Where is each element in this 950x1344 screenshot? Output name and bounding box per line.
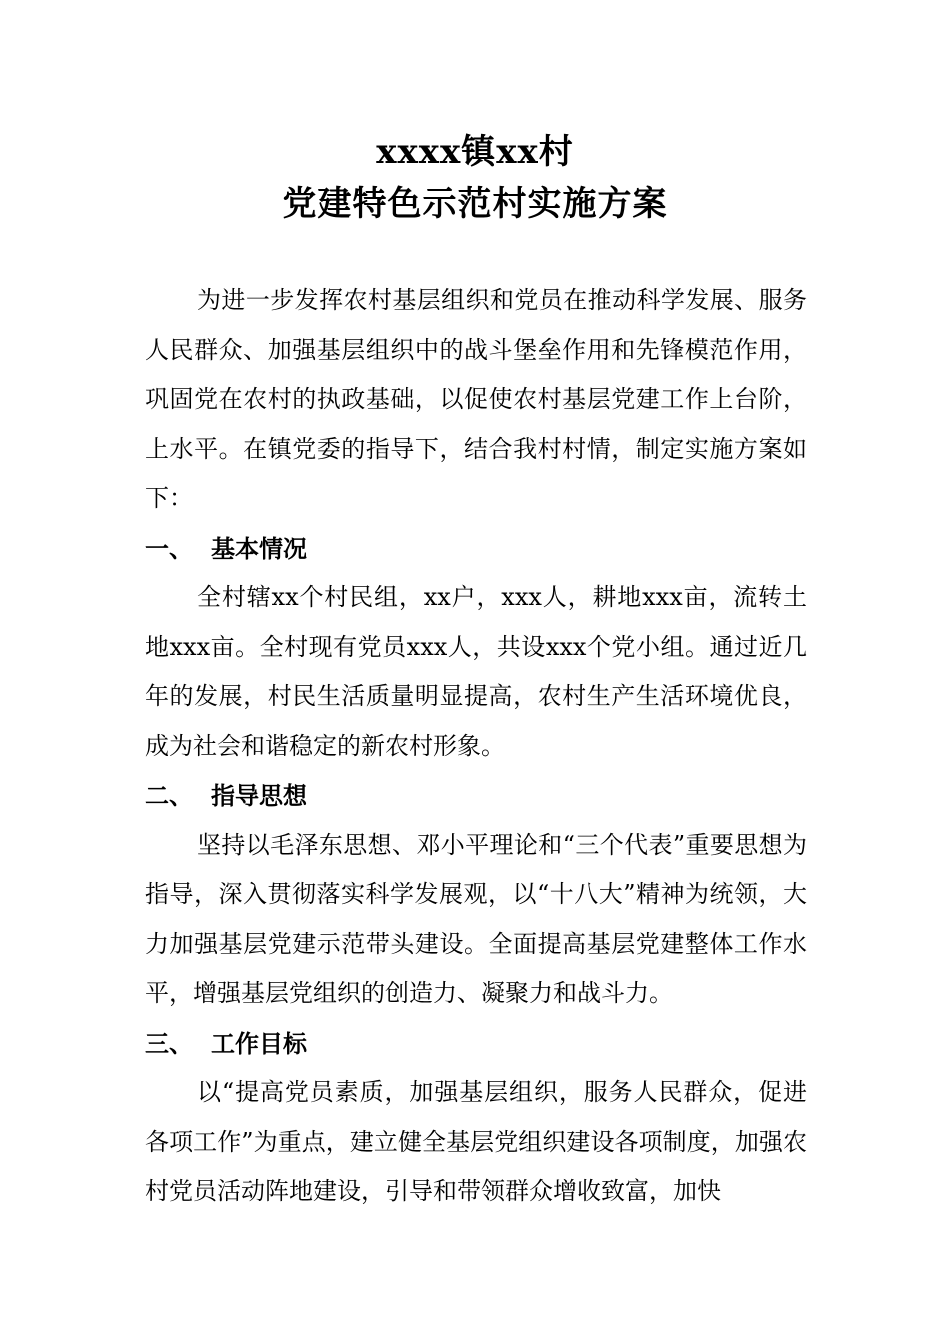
title-line-village: xxxx镇xx村 [376,132,574,172]
section-paragraph-work-goals: 以“提高党员素质，加强基层组织，服务人民群众，促进各项工作”为重点，建立健全基层党组织建设各项制度，加强农村党员活动阵地建设，引导和带领群众增收致富，加快 [145,1078,807,1205]
section-heading-basic-situation [145,524,807,574]
section-paragraph-basic-situation: 全村辖xx个村民组，xx户，xxx人，耕地xxx亩，流转土地xxx亩。全村现有党员xxx人，共设xxx个党小组。通过近几年的发展，村民生活质量明显提高，农村生产生活环境优良，成为社会和谐稳定的新农村形象。 [145,583,807,760]
section-heading-guiding-ideology [145,771,807,821]
intro-paragraph: 为进一步发挥农村基层组织和党员在推动科学发展、服务人民群众、加强基层组织中的战斗堡垒作用和先锋模范作用，巩固党在农村的执政基础，以促使农村基层党建工作上台阶，上水平。在镇党委的指导下，结合我村村情，制定实施方案如下： [145,286,807,512]
document-body [145,276,807,1217]
section-title: 指导思想 [211,781,307,810]
document-title [0,126,950,230]
section-title: 工作目标 [211,1028,307,1058]
section-heading-work-goals [145,1019,807,1069]
section-number: 一、 [145,533,193,563]
section-number: 二、 [145,781,193,810]
section-title: 基本情况 [211,533,307,563]
section-paragraph-guiding-ideology: 坚持以毛泽东思想、邓小平理论和“三个代表”重要思想为指导，深入贯彻落实科学发展观，以“十八大”精神为统领，大力加强基层党建示范带头建设。全面提高基层党建整体工作水平，增强基层党组织的创造力、凝聚力和战斗力。 [145,830,807,1007]
title-line-plan: 党建特色示范村实施方案 [282,184,668,224]
section-number: 三、 [145,1028,193,1058]
